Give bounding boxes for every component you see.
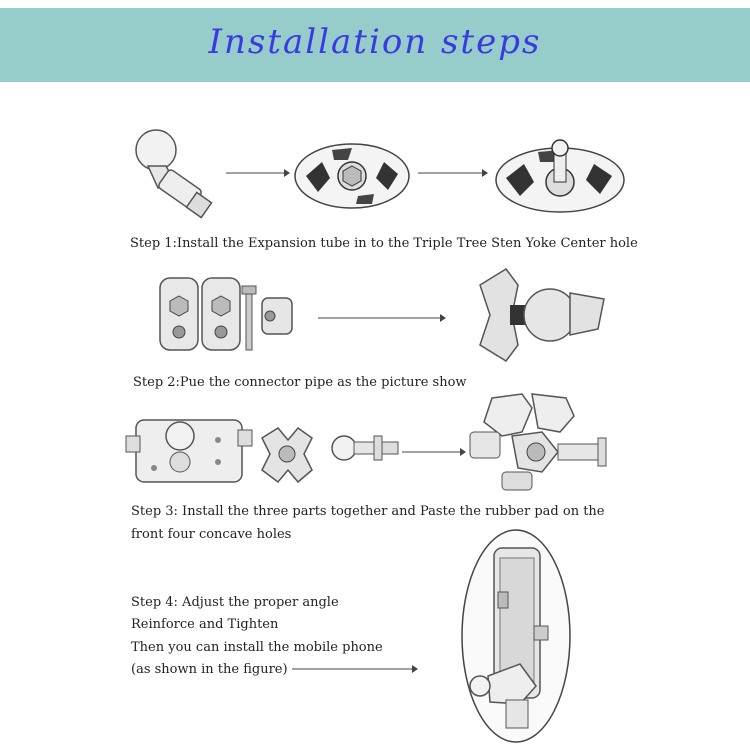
- phone-holder-base-illustration: [124, 410, 254, 492]
- step-3-caption-line-2: front four concave holes: [131, 527, 292, 542]
- arrow-right-icon: [402, 447, 466, 457]
- ball-mount-illustration: [330, 426, 400, 470]
- clamp-parts-illustration: [158, 272, 298, 354]
- arrow-right-icon: [292, 664, 418, 674]
- arrow-right-icon: [418, 168, 488, 178]
- assembled-holder-illustration: [462, 392, 620, 494]
- step-4-caption-line-2: Reinforce and Tighten: [131, 617, 279, 632]
- step-4-caption-line-3: Then you can install the mobile phone: [131, 640, 383, 655]
- triple-tree-installed-illustration: [492, 138, 628, 216]
- triple-tree-illustration: [292, 140, 412, 212]
- step-1-caption: Step 1:Install the Expansion tube in to the Triple Tree Sten Yoke Center hole: [130, 236, 638, 251]
- page-title: Installation steps: [208, 22, 542, 62]
- arrow-right-icon: [318, 313, 446, 323]
- assembled-connector-illustration: [470, 265, 610, 365]
- clamp-arm-illustration: [258, 424, 316, 488]
- step-4-caption-line-4: (as shown in the figure): [131, 662, 288, 677]
- step-2-caption: Step 2:Pue the connector pipe as the picture show: [133, 375, 467, 390]
- step-4-caption-line-1: Step 4: Adjust the proper angle: [131, 595, 339, 610]
- expansion-tube-illustration: [128, 126, 223, 226]
- arrow-right-icon: [226, 168, 290, 178]
- mounted-phone-illustration: [458, 526, 574, 746]
- step-3-caption-line-1: Step 3: Install the three parts together and Paste the rubber pad on the: [131, 504, 605, 519]
